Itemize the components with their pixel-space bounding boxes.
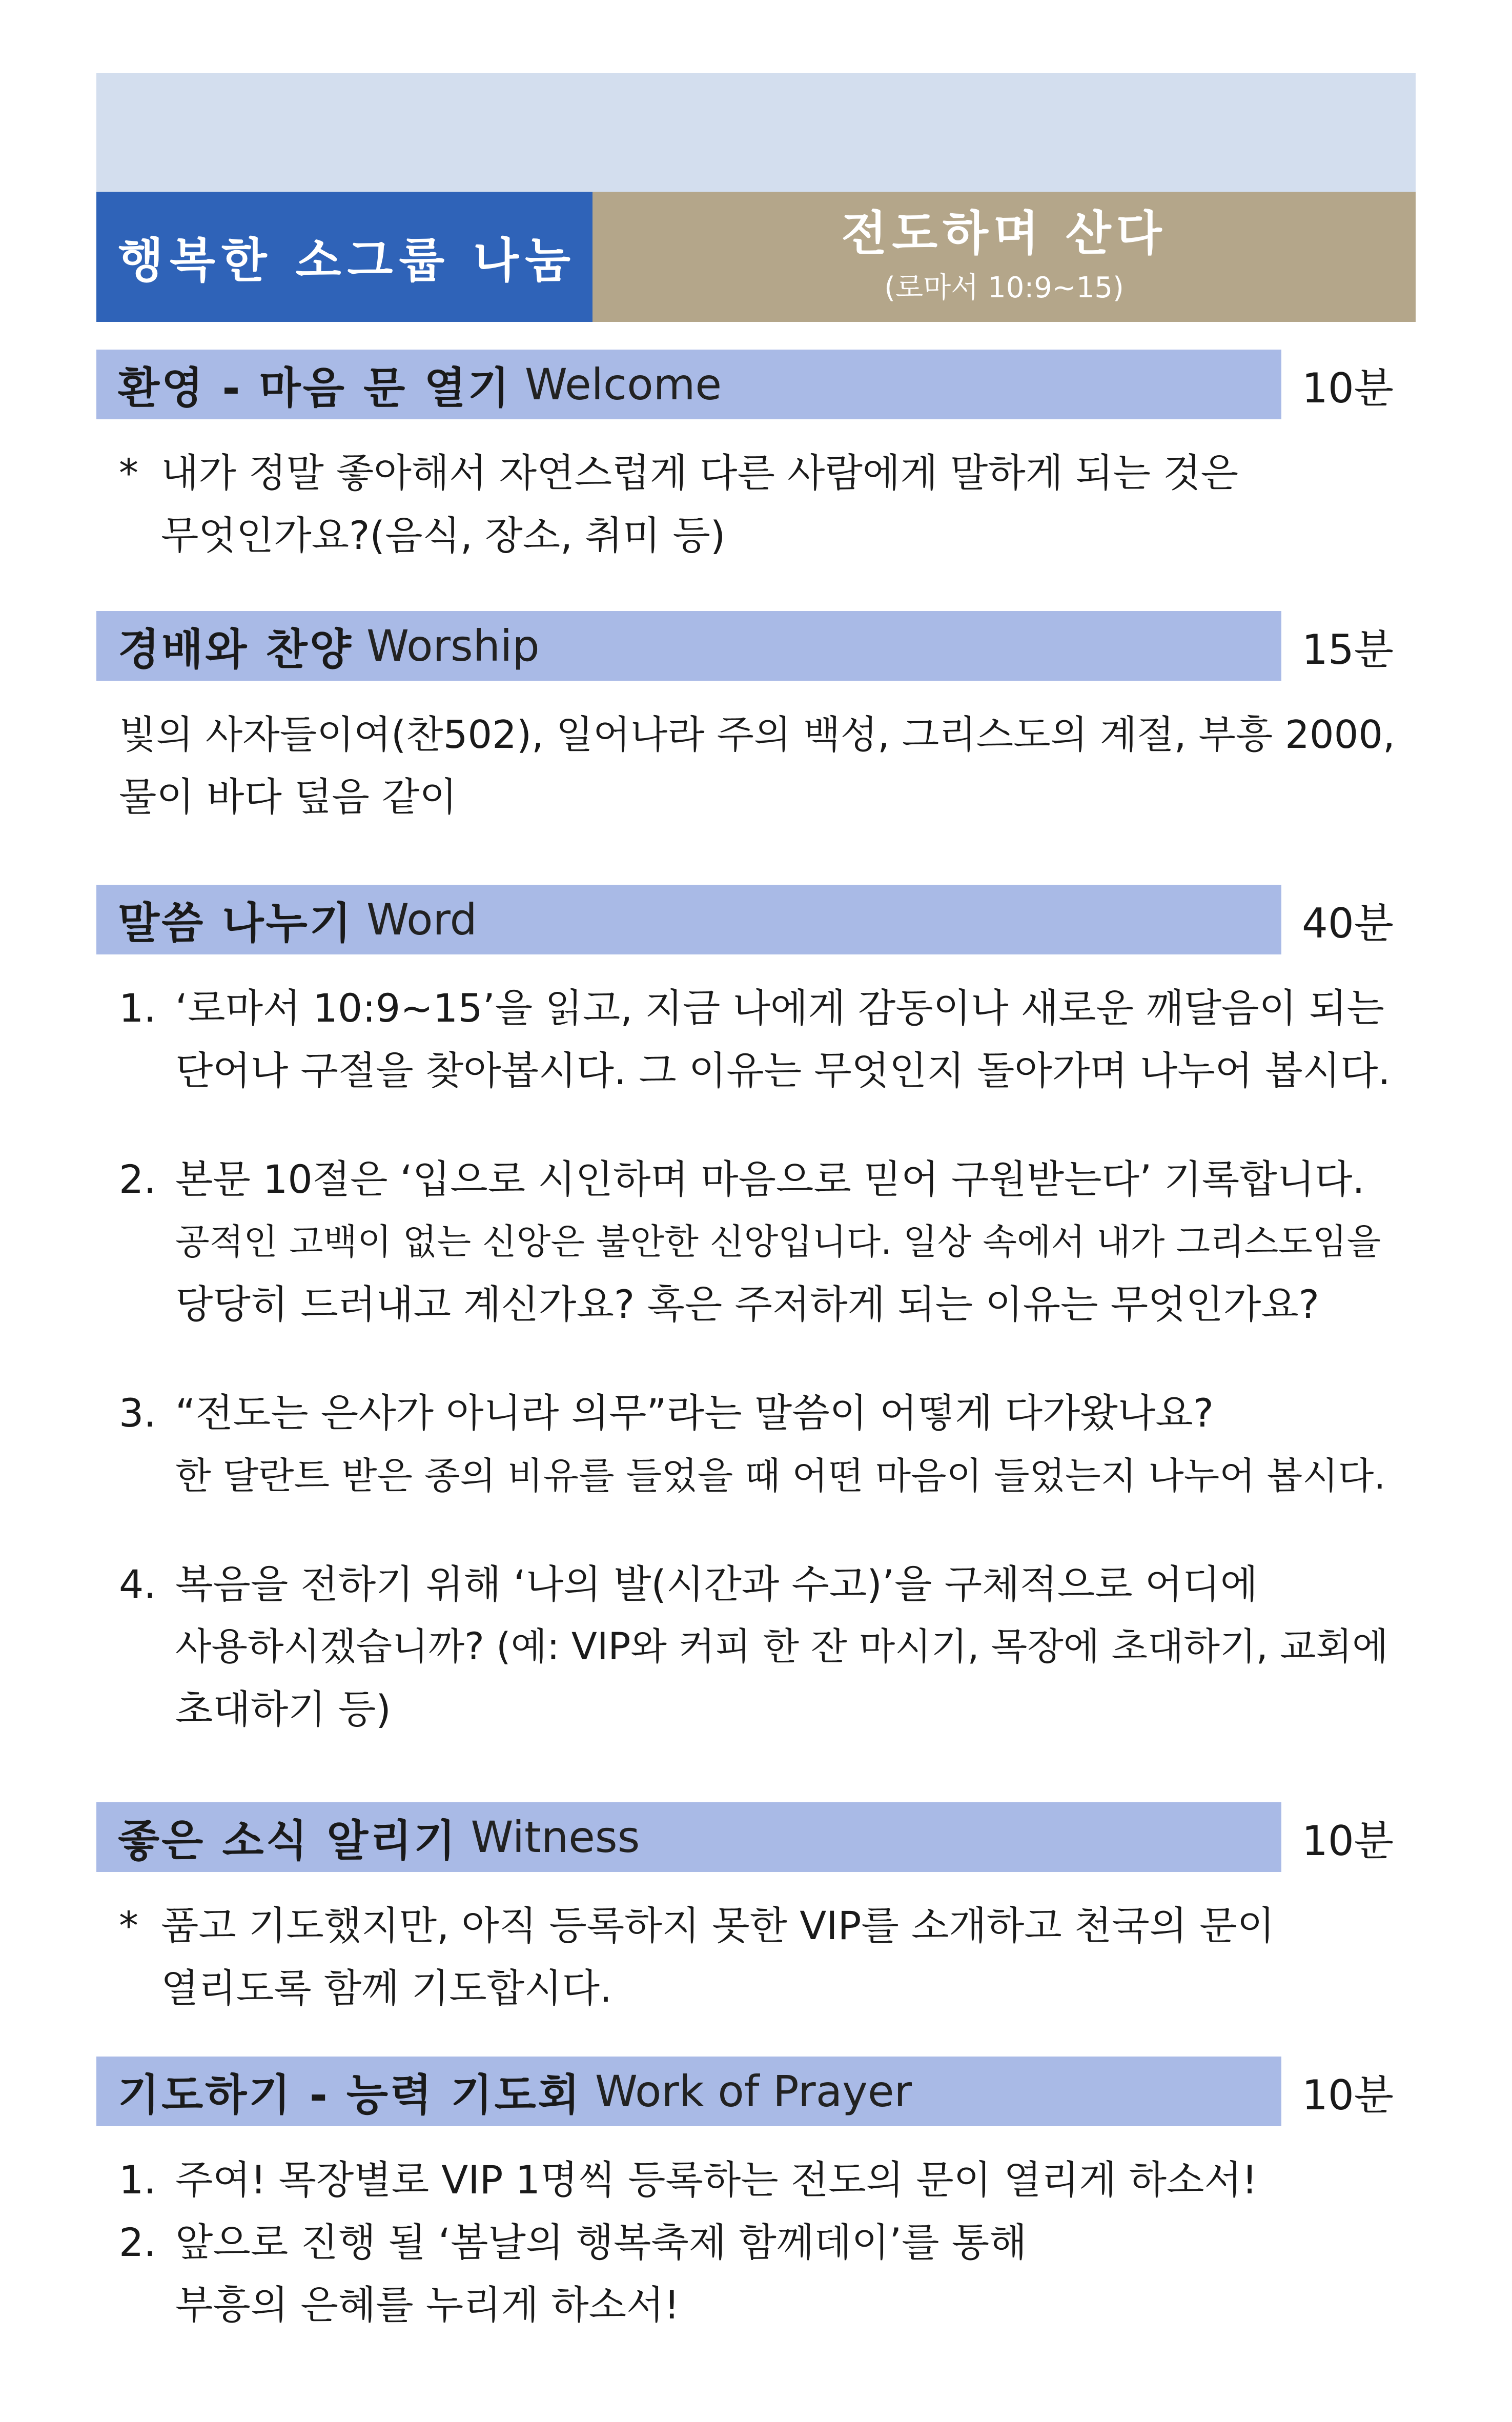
text-line: ‘로마서 10:9~15’을 읽고, 지금 나에게 감동이나 새로운 깨달음이 되는 <box>175 985 1384 1031</box>
text-line: 주여! 목장별로 VIP 1명씩 등록하는 전도의 문이 열리게 하소서! <box>175 2157 1258 2203</box>
section-title-en: Work of Prayer <box>595 2066 912 2116</box>
witness-text <box>161 1895 1275 2020</box>
text-line: 초대하기 등) <box>175 1686 391 1732</box>
text-line: 내가 정말 좋아해서 자연스럽게 다른 사람에게 말하게 되는 것은 <box>161 450 1239 496</box>
section-duration: 10분 <box>1302 1817 1394 1865</box>
section-welcome-header <box>96 350 1281 419</box>
item-number: 4. <box>119 1561 156 1607</box>
item-number: 3. <box>119 1390 156 1436</box>
item-number: 1. <box>119 985 156 1031</box>
text-line: 단어나 구절을 찾아봅시다. 그 이유는 무엇인지 돌아가며 나누어 봅시다. <box>175 1048 1391 1093</box>
text-line: 빛의 사자들이여(찬502), 일어나라 주의 백성, 그리스도의 계절, 부흥 2000, <box>119 712 1395 757</box>
worship-song-list <box>119 703 1395 828</box>
text-line: 본문 10절은 ‘입으로 시인하며 마음으로 믿어 구원받는다’ 기록합니다. <box>175 1156 1365 1202</box>
bullet-star: * <box>119 450 138 496</box>
item-number: 2. <box>119 2220 156 2265</box>
section-title-en: Witness <box>471 1812 640 1862</box>
section-duration: 10분 <box>1302 364 1394 412</box>
section-prayer-header <box>96 2057 1281 2126</box>
text-line: “전도는 은사가 아니라 의무”라는 말씀이 어떻게 다가왔나요? <box>175 1390 1214 1436</box>
text-line: 당당히 드러내고 계신가요? 혹은 주저하게 되는 이유는 무엇인가요? <box>175 1281 1320 1327</box>
text-line: 부흥의 은혜를 누리게 하소서! <box>175 2282 680 2328</box>
text-line: 무엇인가요?(음식, 장소, 취미 등) <box>161 513 726 558</box>
section-title-en: Welcome <box>524 359 722 410</box>
welcome-text <box>161 442 1238 567</box>
page-title: 행복한 소그룹 나눔 <box>96 192 592 322</box>
section-title-en: Worship <box>366 621 540 671</box>
text-line: 열리도록 함께 기도합시다. <box>161 1965 612 2011</box>
section-duration: 15분 <box>1302 625 1394 674</box>
text-line: 한 달란트 받은 종의 비유를 들었을 때 어떤 마음이 들었는지 나누어 봅시다. <box>175 1454 1386 1497</box>
text-line: 사용하시겠습니까? (예: VIP와 커피 한 잔 마시기, 목장에 초대하기, 교회에 <box>175 1625 1388 1668</box>
item-number: 2. <box>119 1156 156 1202</box>
sermon-title: 전도하며 산다 <box>841 206 1167 261</box>
sermon-title-box <box>592 192 1416 322</box>
section-title-en: Word <box>366 894 477 945</box>
sermon-reference: (로마서 10:9~15) <box>884 271 1124 304</box>
text-line: 앞으로 진행 될 ‘봄날의 행복축제 함께데이’를 통해 <box>175 2220 1027 2265</box>
text-line: 품고 기도했지만, 아직 등록하지 못한 VIP를 소개하고 천국의 문이 <box>161 1903 1275 1948</box>
section-duration: 40분 <box>1302 899 1394 947</box>
section-title-ko: 좋은 소식 알리기 <box>118 1815 458 1866</box>
text-line: 물이 바다 덮음 같이 <box>119 774 457 820</box>
item-number: 1. <box>119 2157 156 2203</box>
section-title-ko: 환영 - 마음 문 열기 <box>118 362 512 413</box>
section-duration: 10분 <box>1302 2071 1394 2119</box>
section-title-ko: 기도하기 - 능력 기도회 <box>118 2069 582 2120</box>
bullet-star: * <box>119 1903 138 1948</box>
section-title-ko: 경배와 찬양 <box>118 624 353 675</box>
header-band <box>96 73 1416 192</box>
section-title-ko: 말씀 나누기 <box>118 898 353 948</box>
text-line: 복음을 전하기 위해 ‘나의 발(시간과 수고)’을 구체적으로 어디에 <box>175 1561 1258 1607</box>
text-line: 공적인 고백이 없는 신앙은 불안한 신앙입니다. 일상 속에서 내가 그리스도임을 <box>175 1222 1381 1263</box>
section-witness-header <box>96 1802 1281 1872</box>
section-worship-header <box>96 611 1281 681</box>
section-word-header <box>96 885 1281 954</box>
